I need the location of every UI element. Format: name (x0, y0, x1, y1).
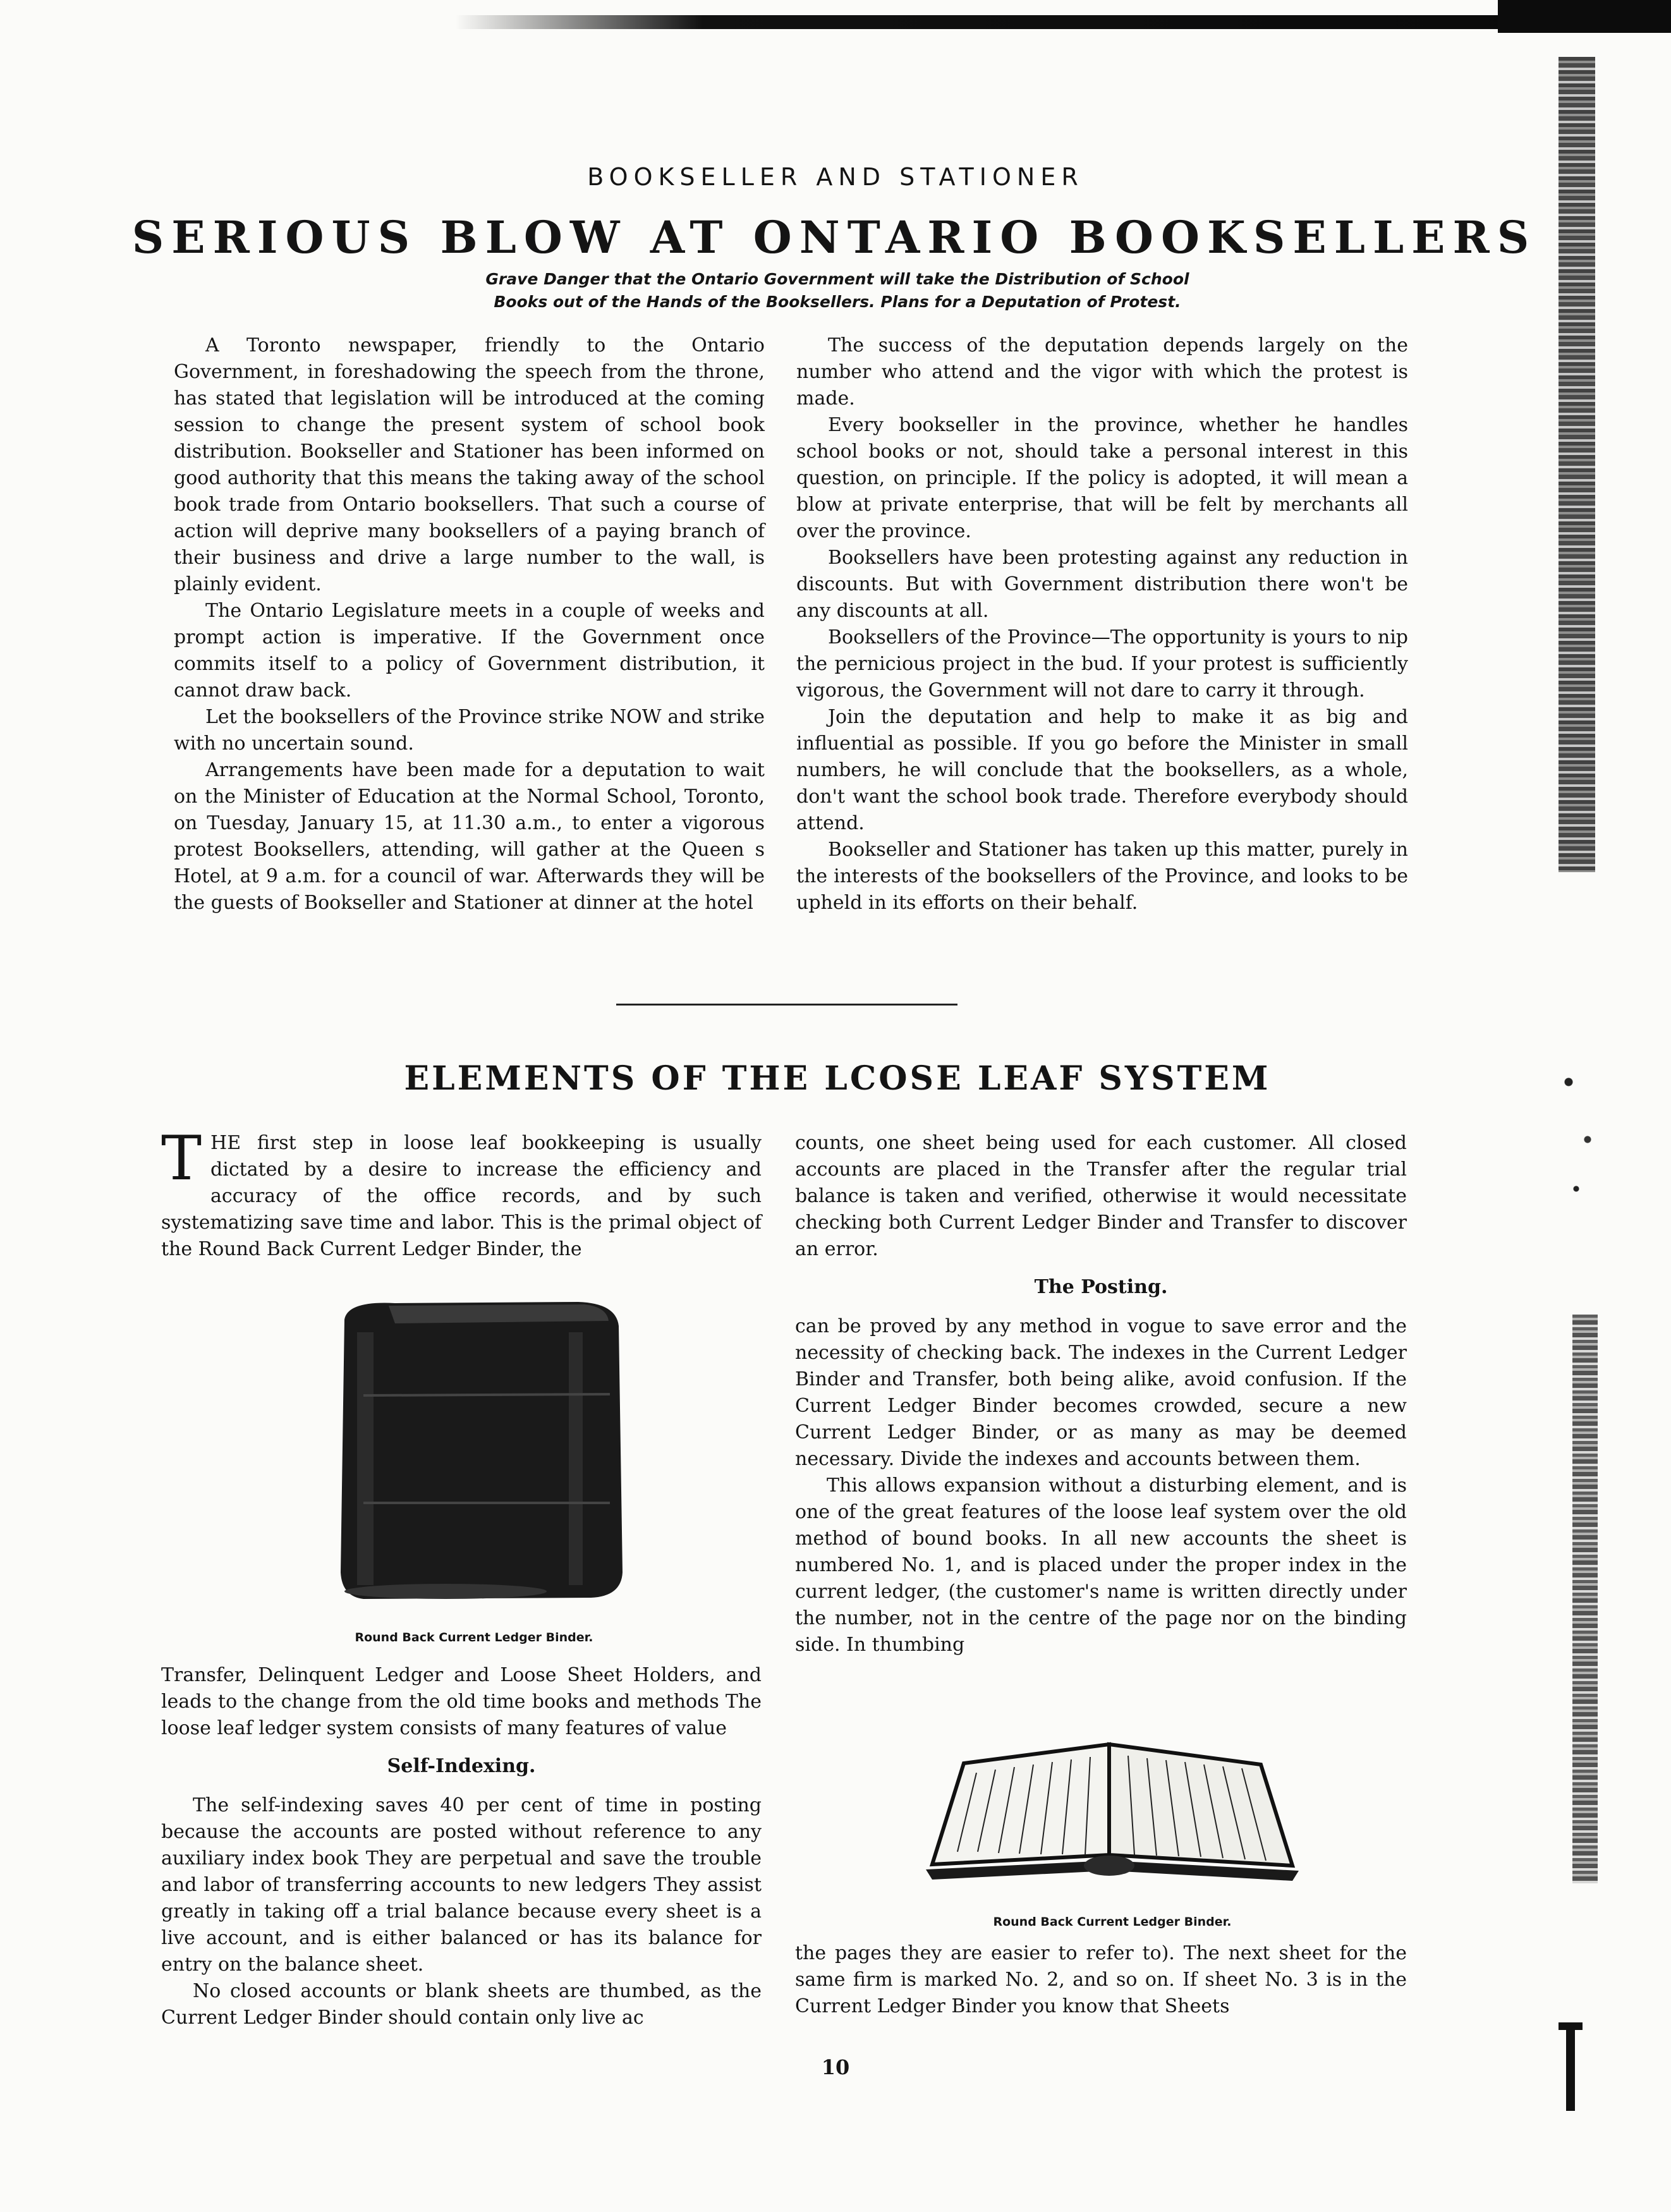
paragraph: the pages they are easier to refer to). The next sheet for the same firm is marked No. 2, and so on. If sheet No. 3 is in the Current Ledger Binder you know that Sheets (795, 1942, 1407, 2017)
article1-right-column (796, 332, 1408, 916)
paragraph: can be proved by any method in vogue to save error and the necessity of checking back. The indexes in the Current Ledger Binder and Transfer, both being alike, avoid confusion. If the Current Ledger Binder becomes crowded, secure a new Current Ledger Binder, or as many as may be deemed necessary. Divide the indexes and accounts between them. (795, 1315, 1407, 1470)
paragraph: The success of the deputation depends largely on the number who attend and the vigor with which the protest is made. (796, 334, 1408, 410)
subheading: Self-Indexing. (387, 1755, 536, 1777)
image-caption: Round Back Current Ledger Binder. (355, 1631, 593, 1644)
page-number: 10 (821, 2055, 850, 2079)
open-binder-illustration (920, 1725, 1305, 1890)
paragraph: A Toronto newspaper, friendly to the Ontario Government, in foreshadowing the speech from the throne, has stated that legislation will be introduced at the coming session to change the present system of school book distribution. Bookseller and Stationer has been informed on good authority that this means the taking away of the school book trade from Ontario booksellers. That such a course of action will deprive many booksellers of a paying branch of their business and drive a large number to the wall, is plainly evident. (174, 334, 765, 595)
deck-line: Grave Danger that the Ontario Government will take the Distribution of School (485, 270, 1189, 288)
paragraph: Booksellers have been protesting against any reduction in discounts. But with Government distribution there won't be any discounts at all. (796, 547, 1408, 622)
closed-binder-illustration (319, 1294, 629, 1610)
scan-right-edge-specks (1561, 1049, 1599, 1213)
running-head: BOOKSELLER AND STATIONER (587, 163, 1084, 191)
article2-left-continued (161, 1662, 762, 2031)
scan-right-edge-noise-lower (1572, 1315, 1598, 1883)
paragraph: No closed accounts or blank sheets are thumbed, as the Current Ledger Binder should contain only live ac (161, 1980, 762, 2029)
paragraph: Join the deputation and help to make it as big and influential as possible. If you go before the Minister in small numbers, he will conclude that the booksellers, as a whole, don't want the school book trade. Therefore everybody should attend. (796, 706, 1408, 834)
drop-cap: T (161, 1123, 202, 1194)
paragraph: Transfer, Delinquent Ledger and Loose Sheet Holders, and leads to the change from the old time books and methods The loose leaf ledger system consists of many features of value (161, 1664, 762, 1739)
paragraph: counts, one sheet being used for each customer. All closed accounts are placed in the Transfer after the regular trial balance is taken and verified, otherwise it would necessitate checking both Current Ledger Binder and Transfer to discover an error. (795, 1132, 1407, 1260)
article-deck (190, 268, 1485, 313)
paragraph: The self-indexing saves 40 per cent of time in posting because the accounts are posted without reference to any auxiliary index book They are perpetual and save the trouble and labor of transferring accounts to new ledgers They assist greatly in taking off a trial balance because every sheet is a live account, and is either balanced or has its balance for entry on the balance sheet. (161, 1794, 762, 1976)
paragraph: The Ontario Legislature meets in a couple of weeks and prompt action is imperative. If the Government once commits itself to a policy of Government distribution, it cannot draw back. (174, 600, 765, 702)
article2-left-intro (161, 1123, 762, 1263)
section-divider-rule (616, 1004, 957, 1006)
scan-bracket-mark-foot (1559, 2022, 1583, 2030)
paragraph: Bookseller and Stationer has taken up this matter, purely in the interests of the booksellers of the Province, and looks to be upheld in its efforts on their behalf. (796, 839, 1408, 914)
article2-right-bottom (795, 1940, 1407, 2020)
article-headline: ELEMENTS OF THE LCOSE LEAF SYSTEM (404, 1059, 1271, 1098)
paragraph: Every bookseller in the province, whether he handles school books or not, should take a personal interest in this question, on principle. If the policy is adopted, it will mean a blow at private enterprise, that will be felt by merchants all over the province. (796, 414, 1408, 542)
article2-right-column (795, 1130, 1407, 1658)
subheading: The Posting. (1034, 1276, 1168, 1298)
paragraph: Arrangements have been made for a deputation to wait on the Minister of Education at the Normal School, Toronto, on Tuesday, January 15, at 11.30 a.m., to enter a vigorous protest Booksellers, attending, will gather at the Queen s Hotel, at 9 a.m. for a council of war. Afterwards they will be the guests of Bookseller and Stationer at dinner at the hotel (174, 759, 765, 914)
open-ledger-binder-image (920, 1725, 1305, 1890)
article-headline: SERIOUS BLOW AT ONTARIO BOOKSELLERS (131, 211, 1537, 264)
deck-line: Books out of the Hands of the Booksellers. Plans for a Deputation of Protest. (494, 293, 1181, 311)
scan-top-bar (455, 15, 1580, 29)
paragraph (161, 1123, 762, 1263)
intro-text: HE first step in loose leaf bookkeeping is usually dictated by a desire to increase the efficiency and accuracy of the office records, and by such systematizing save time and labor. This is the primal object of the Round Back Current Ledger Binder, the (161, 1132, 762, 1260)
scan-corner-block (1498, 0, 1671, 33)
article1-left-column (174, 332, 765, 916)
paragraph: Let the booksellers of the Province strike NOW and strike with no uncertain sound. (174, 706, 765, 755)
paragraph: Booksellers of the Province—The opportunity is yours to nip the pernicious project in the bud. If your protest is sufficiently vigorous, the Government will not dare to carry it through. (796, 626, 1408, 702)
paragraph: This allows expansion without a disturbing element, and is one of the great features of the loose leaf system over the old method of bound books. In all new accounts the sheet is numbered No. 1, and is placed under the proper index in the current ledger, (the customer's name is written directly under the number, not in the centre of the page nor on the binding side. In thumbing (795, 1474, 1407, 1656)
closed-ledger-binder-image (319, 1294, 629, 1610)
image-caption: Round Back Current Ledger Binder. (993, 1915, 1232, 1929)
